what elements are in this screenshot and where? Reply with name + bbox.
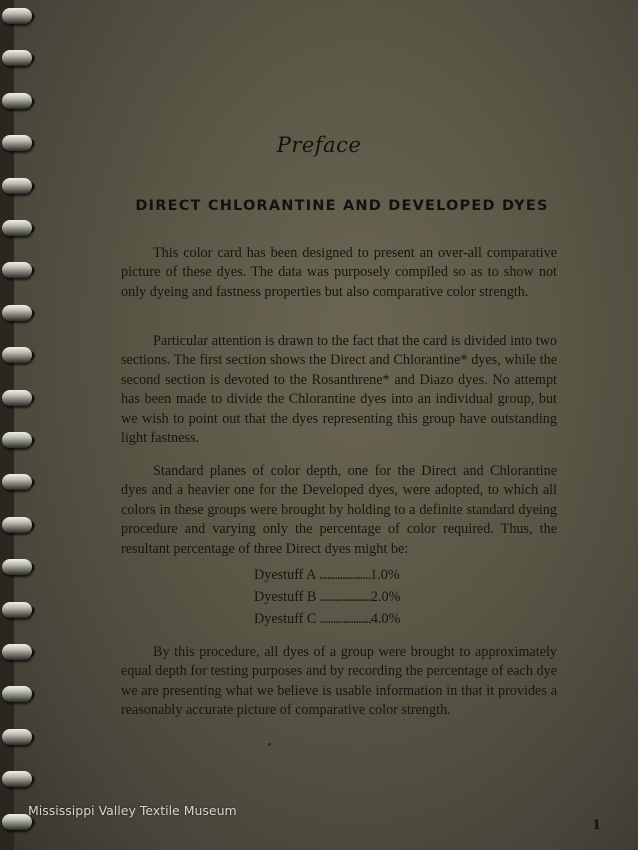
dyestuff-row: [254, 608, 454, 630]
section-heading: DIRECT CHLORANTINE AND DEVELOPED DYES: [135, 198, 549, 214]
dot-leader: ....................: [319, 611, 371, 627]
binding-coil: [2, 305, 32, 321]
paragraph-standard-planes: Standard planes of color depth, one for the Direct and Chlorantine dyes and a heavier one for the Developed dyes, were adopted, to which all colors in these groups were brought by holding to a definite standard dyeing procedure and varying only the percentage of color required. Thus, the resultant percentage of three Direct dyes might be:: [121, 463, 557, 557]
binding-coil: [2, 50, 32, 66]
dyestuff-value: 4.0%: [370, 611, 401, 627]
dyestuff-name: Dyestuff B: [254, 589, 317, 605]
dyestuff-name: Dyestuff A: [254, 567, 316, 583]
dyestuff-row: [254, 564, 454, 586]
binding-coil: [2, 559, 32, 575]
paragraph-intro: This color card has been designed to present an over-all comparative picture of these dyes. The data was purposely compiled so as to show not only dyeing and fastness properties but also comparative color strength.: [121, 245, 557, 300]
dyestuff-value: 2.0%: [370, 589, 401, 605]
page-number: 1: [592, 818, 602, 833]
dyestuff-name: Dyestuff C: [254, 611, 317, 627]
dot-leader: ....................: [319, 567, 371, 583]
dyestuff-list: [254, 564, 454, 630]
dyestuff-row: [254, 586, 454, 608]
binding-coil: [2, 771, 32, 787]
binding-coil: [2, 8, 32, 24]
preface-title: Preface: [276, 133, 362, 157]
binding-coil: [2, 517, 32, 533]
dyestuff-value: 1.0%: [370, 567, 400, 583]
binding-coil: [2, 220, 32, 236]
binding-coil: [2, 602, 32, 618]
museum-watermark: Mississippi Valley Textile Museum: [28, 803, 237, 818]
paragraph-procedure: By this procedure, all dyes of a group were brought to approximately equal depth for testing purposes and by recording the percentage of each dye we are presenting what we believe is usable information in that it provides a reasonably accurate picture of comparative color strength.: [121, 644, 557, 719]
spiral-binding: [0, 0, 44, 850]
binding-coil: [2, 644, 32, 660]
binding-coil: [2, 686, 32, 702]
binding-coil: [2, 432, 32, 448]
binding-coil: [2, 178, 32, 194]
paper-speck: [268, 743, 271, 746]
binding-coil: [2, 390, 32, 406]
dot-leader: ....................: [319, 589, 371, 605]
paragraph-sections: Particular attention is drawn to the fact that the card is divided into two sections. The first section shows the Direct and Chlorantine* dyes, while the second section is devoted to the Rosanthrene* and Diazo dyes. No attempt has been made to divide the Chlorantine dyes into an individual group, but we wish to point out that the dyes representing this group have outstanding light fastness.: [121, 333, 557, 447]
binding-coil: [2, 347, 32, 363]
binding-coil: [2, 474, 32, 490]
binding-coil: [2, 93, 32, 109]
binding-coil: [2, 262, 32, 278]
binding-coil: [2, 729, 32, 745]
